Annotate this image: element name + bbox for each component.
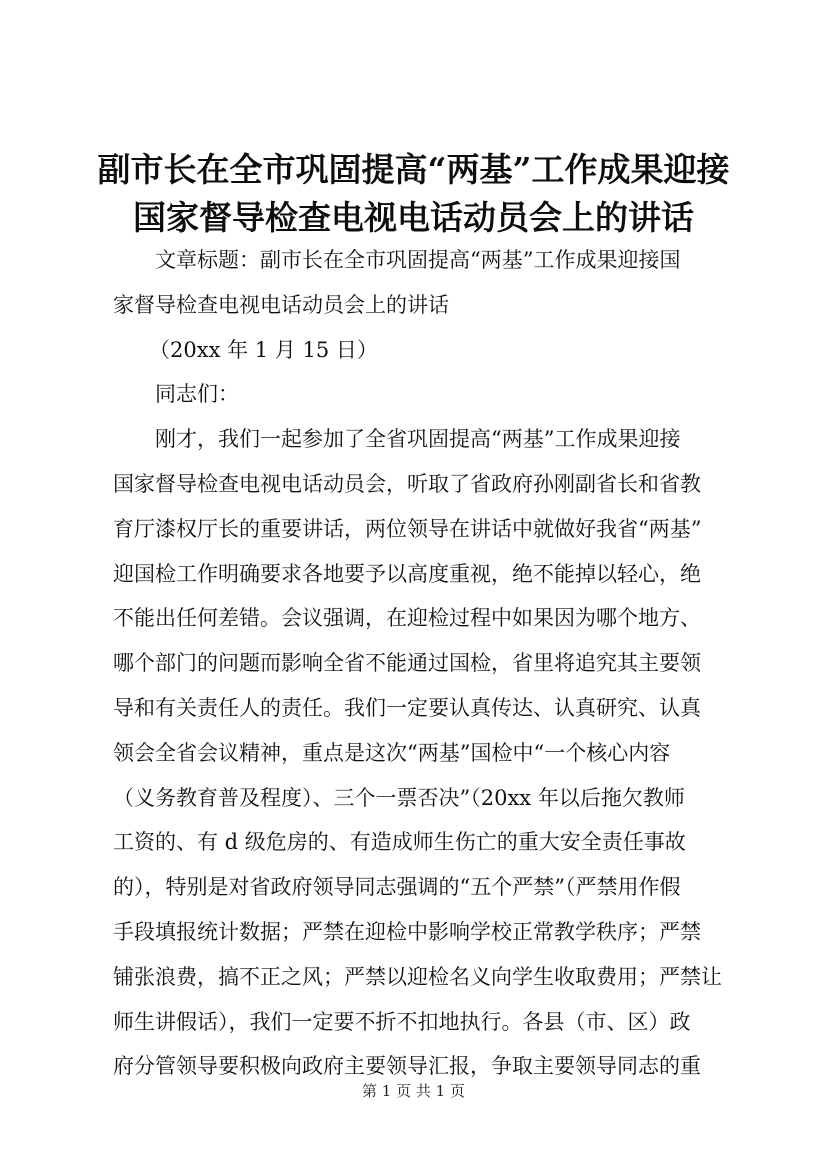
paragraph-line: 哪个部门的问题而影响全省不能通过国检，省里将追究其主要领 (113, 651, 701, 676)
paragraph-line: 不能出任何差错。会议强调，在迎检过程中如果因为哪个地方、 (113, 606, 701, 631)
paragraph-line: 的），特别是对省政府领导同志强调的“五个严禁”（严禁用作假 (113, 875, 681, 900)
date-line: （20xx 年 1 月 15 日） (149, 337, 378, 362)
paragraph-line: 国家督导检查电视电话动员会，听取了省政府孙刚副省长和省教 (113, 471, 701, 496)
paragraph-line: 府分管领导要积极向政府主要领导汇报，争取主要领导同志的重 (113, 1054, 701, 1079)
paragraph-line: 导和有关责任人的责任。我们一定要认真传达、认真研究、认真 (113, 695, 701, 720)
salutation: 同志们： (155, 382, 239, 407)
document-body (113, 238, 725, 1089)
article-title-line-cont: 家督导检查电视电话动员会上的讲话 (113, 292, 449, 317)
paragraph-line: 迎国检工作明确要求各地要予以高度重视，绝不能掉以轻心，绝 (113, 561, 701, 586)
paragraph-line: 育厅漆权厅长的重要讲话，两位领导在讲话中就做好我省“两基” (113, 516, 702, 541)
paragraph-line: 铺张浪费，搞不正之风；严禁以迎检名义向学生收取费用；严禁让 (113, 964, 722, 989)
page-number-footer: 第 1 页 共 1 页 (362, 1082, 465, 1100)
paragraph-line: 领会全省会议精神，重点是这次“两基”国检中“一个核心内容 (113, 740, 671, 765)
paragraph-line: （义务教育普及程度）、三个一票否决”（20xx 年以后拖欠教师 (113, 785, 685, 810)
title-line-1: 副市长在全市巩固提高“两基”工作成果迎接 (97, 150, 730, 189)
paragraph-line: 师生讲假话），我们一定要不折不扣地执行。各县（市、区）政 (113, 1009, 691, 1034)
document-title (80, 146, 747, 242)
paragraph-line: 刚才，我们一起参加了全省巩固提高“两基”工作成果迎接 (155, 427, 681, 452)
article-title-line: 文章标题：副市长在全市巩固提高“两基”工作成果迎接国 (155, 248, 681, 272)
paragraph-line: 手段填报统计数据；严禁在迎检中影响学校正常教学秩序；严禁 (113, 919, 701, 944)
title-line-2: 国家督导检查电视电话动员会上的讲话 (133, 198, 694, 237)
paragraph-line: 工资的、有 d 级危房的、有造成师生伤亡的重大安全责任事故 (113, 830, 686, 855)
